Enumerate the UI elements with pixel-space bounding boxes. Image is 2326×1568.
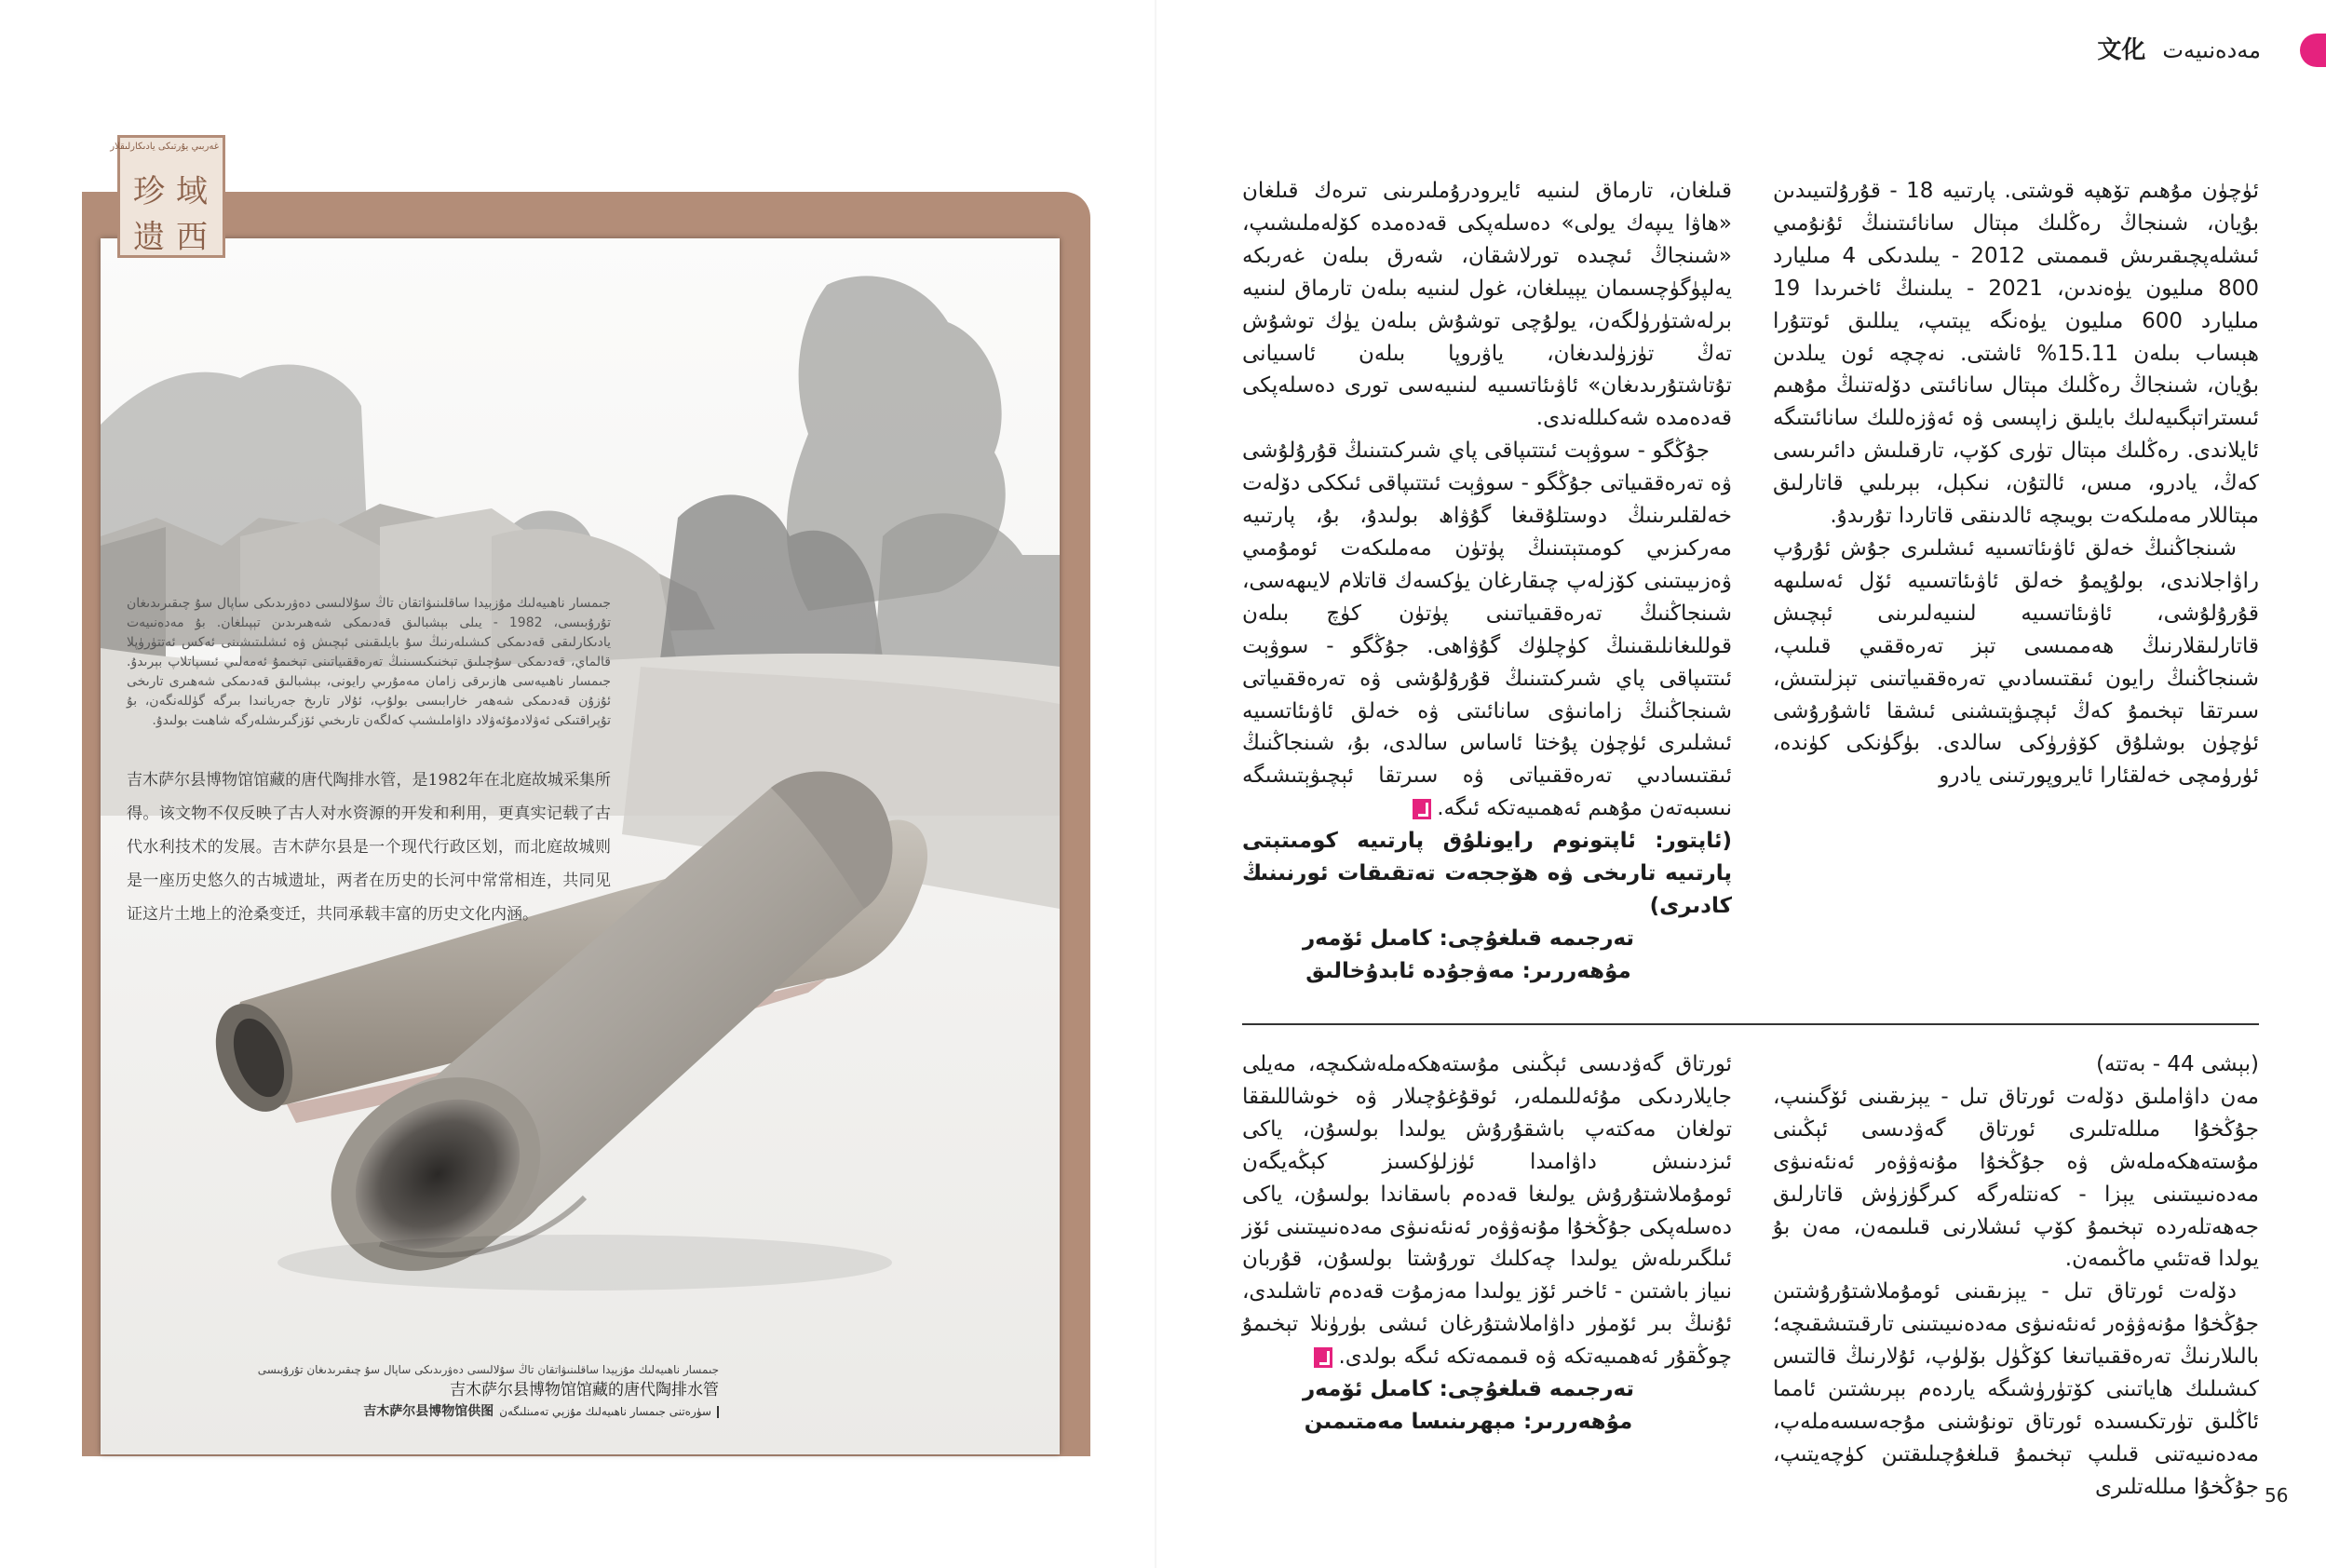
seal-logo: [110, 135, 225, 258]
paragraph: ئۈچۈن مۇھىم تۆھپە قوشتى. پارتىيە 18 - قۇرۇلتىيىدىن بۇيان، شىنجاڭ رەڭلىك مېتال سانائىتىنىڭ ئۇنۇمىي ئىشلەپچىقىرىش قىممىتى 2012 - يىلىدىكى 4 مىليارد 800 مىليون يۈەندىن، 2021 - يىلىنىڭ ئاخىرىدا 19 مىليارد 600 مىليون يۈەنگە يېتىپ، يىللىق ئوتتۇرا ھېساب بىلەن 15.11% ئاشتى. نەچچە ئون يىلدىن بۇيان، شىنجاڭ رەڭلىك مېتال سانائىتى دۆلەتنىڭ مۇھىم ئىستراتېگىيەلىك بايلىق زاپىسى ۋە ئەۋزەللىك سانائىتىگە ئايلاندى. رەڭلىك مېتال تۈرى كۆپ، تارقىلىش دائىرىسى كەڭ، يادرو، مىس، ئالتۇن، نىكېل، بېرىلىي قاتارلىق مېتاللار مەملىكەت بويىچە ئالدىنقى قاتاردا تۇرىدۇ.: [1773, 179, 2260, 529]
translator-line: تەرجىمە قىلغۇچى: كامىل ئۆمەر: [1302, 926, 1635, 951]
section-tab-marker: [2300, 34, 2326, 67]
photo-credit-cn: 吉木萨尔县博物馆供图: [363, 1404, 494, 1419]
paragraph: شىنجاڭنىڭ خەلق ئاۋىئاتسىيە ئىشلىرى جۇش ئۇرۇپ راۋاجلاندى، بولۇپمۇ خەلق ئاۋىئاتسىيە ئۆل ئەسلىھە قۇرۇلۇشى، ئاۋىئاتسىيە لىنىيەلىرىنى ئېچىش قاتارلىقلارنىڭ ھەممىسى تېز تەرەققىي قىلىپ، شىنجاڭنىڭ رايون ئىقتىسادىي تەرەققىياتىنى تېزلىتىش، سىرتقا تېخىمۇ كەڭ ئېچىۋېتىشنى ئىشقا ئاشۇرۇشى ئۈچۈن بوشلۇق كۆۋرۈكى سالدى. بۈگۈنكى كۈندە، ئۈرۈمچى خەلقئارا ئايروپورتىنى يادرو: [1773, 535, 2259, 789]
seal-char: 域: [176, 173, 208, 210]
section-label: [2097, 34, 2261, 67]
photo-caption-chinese: 吉木萨尔县博物馆馆藏的唐代陶排水管，是1982年在北庭故城采集所得。该文物不仅反映了古人对水资源的开发和利用，更真实记载了古代水利技术的发展。吉木萨尔县是一个现代行政区划，而北庭故城则是一座历史悠久的古城遗址，两者在历史的长河中常常相连，共同见证这片土地上的沧桑变迁，共同承载丰富的历史文化内涵。: [127, 771, 611, 924]
editor-line: مۇھەررىر: مېھرىنىسا مەمتىمىن: [1304, 1409, 1633, 1434]
editor-line: مۇھەررىر: مەۋجۇدە ئابدۇخالىق: [1305, 958, 1631, 983]
section-label-cn: 文化: [2097, 36, 2146, 64]
photo-caption-bottom: [257, 1361, 719, 1421]
seal-characters: [128, 166, 213, 256]
article2-column-right: [1773, 1048, 2259, 1504]
paragraph-text: جۇڭگو - سوۋېت ئىتتىپاقى پاي شىركىتىنىڭ قۇرۇلۇشى ۋە تەرەققىياتى جۇڭگو - سوۋېت ئىتتىپاقى ئىككى دۆلەت خەلقلىرىنىڭ دوستلۇقىغا گۇۋاھ بولىدۇ، بۇ، پارتىيە مەركىزىي كومىتېتىنىڭ پۈتۈن مەملىكەت ئومۇمىي ۋەزىيىتىنى كۆزلەپ چىقارغان يۈكسەك قاتلام لايىھەسى، شىنجاڭنىڭ تەرەققىياتىنى پۈتۈن كۈچ بىلەن قوللىغانلىقىنىڭ كۈچلۈك گۇۋاھى. جۇڭگو - سوۋېت ئىتتىپاقى پاي شىركىتىنىڭ قۇرۇلۇشى ۋە تەرەققىياتى شىنجاڭنىڭ زامانىۋى سانائىتى ۋە خەلق ئاۋىئاتسىيە ئىشلىرى ئۈچۈن پۇختا ئاساس سالدى، بۇ، شىنجاڭنىڭ ئىقتىسادىي تەرەققىياتى ۋە سىرتقا ئېچىۋېتىشىگە نىسبەتەن مۇھىم ئەھمىيەتكە ئىگە.: [1242, 439, 1732, 821]
page-number: 56: [2265, 1484, 2289, 1507]
article-column-left: [1242, 175, 1732, 988]
end-mark-icon: [1413, 799, 1431, 819]
paragraph: [1242, 1048, 1732, 1373]
photo-credit: [363, 1402, 719, 1421]
article-divider: [1242, 1023, 2259, 1025]
seal-char: 珍: [133, 173, 165, 210]
paragraph: [1242, 435, 1732, 825]
author-line: (ئاپتور: ئاپتونوم رايونلۇق پارتىيە كومىتېتى پارتىيە تارىخى ۋە ھۆججەت تەتقىقات ئورنىنىڭ كادىرى): [1242, 829, 1732, 918]
photo-credit-ug: سۈرەتنى جىمسار ناھىيەلىك مۇزېي تەمىنلىگەن: [499, 1405, 711, 1418]
bottom-caption-uyghur: جىمسار ناھىيەلىك مۇزېيدا ساقلىنىۋاتقان تاڭ سۇلالىسى دەۋرىدىكى ساپال سۇ چىقىرىدىغان تۇرۇبىسى: [257, 1363, 719, 1376]
paragraph: مەن داۋاملىق دۆلەت ئورتاق تىل - يېزىقىنى ئۆگىنىپ، جۇڭخۇا مىللەتلىرى ئورتاق گەۋدىسى ئېڭىنى مۇستەھكەملەش ۋە جۇڭخۇا مۇنەۋۋەر ئەنئەنىۋى مەدەنىيىتىنى يېزا - كەنتلەرگە كىرگۈزۈش قاتارلىق جەھەتلەردە تېخىمۇ كۆپ ئىشلارنى قىلىمەن، مەن بۇ يولدا قەتئىي ماڭىمەن.: [1773, 1084, 2259, 1272]
paragraph: قىلغان، تارماق لىنىيە ئايرودرۇملىرىنى تىرەك قىلغان «ھاۋا يىپەك يولى» دەسلەپكى قەدەمدە كۆلەملىشىپ، «شىنجاڭ ئىچىدە تورلاشقان، شەرق بىلەن غەربكە يەلپۈگۈچسىمان يېيىلغان، غول لىنىيە بىلەن تارماق لىنىيە برلەشتۈرۈلگەن، يولۇچى توشۇش بىلەن يۈك توشۇش تەڭ تۈزۈلىدىغان، ياۋروپا بىلەن ئاسىيانى تۇتاشتۇرىدىغان» ئاۋىئاتسىيە لىنىيەسى تورى دەسلەپكى قەدەمدە شەكىللەندى.: [1242, 179, 1732, 431]
photo-caption-uyghur: جىمسار ناھىيەلىك مۇزېيدا ساقلىنىۋاتقان تاڭ سۇلالىسى دەۋرىدىكى ساپال سۇ چىقىرىدىغان تۇرۇبىسى، 1982 - يىلى بېشبالىق قەدىمكى شەھىرىدىن تېپىلغان. بۇ مەدەنىيەت يادىكارلىقى قەدىمكى كىشىلەرنىڭ سۇ بايلىقىنى ئېچىش ۋە ئىشلىتىشىنى ئەكس ئەتتۈرۈپلا قالماي، قەدىمكى سۇچىلىق تېخنىكىسىنىڭ تەرەققىياتىنى تېخىمۇ ئەمەلىي ئىسپاتلاپ بېرىدۇ. جىمسار ناھىيەسى ھازىرقى زامان مەمۇرىي رايونى، بېشبالىق قەدىمكى شەھىرى تارىخى ئۇزۇن قەدىمكى شەھەر خارابىسى بولۇپ، ئۇلار تارىخ جەريانىدا بىرگە گۈللەنگەن، بۇ تۇپراقتىكى ئەۋلادمۇئەۋلاد داۋاملىشىپ كەلگەن تارىخىي ئۆزگىرىشلەرگە شاھىت بولىدۇ.: [127, 596, 611, 728]
article2-column-left: [1242, 1048, 1732, 1439]
paragraph: دۆلەت ئورتاق تىل - يېزىقىنى ئومۇملاشتۇرۇشتىن جۇڭخۇا مۇنەۋۋەر ئەنئەنىۋى مەدەنىيىتىنى تارقىتىشقىچە؛ بالىلارنىڭ تەرەققىياتىغا كۆڭۈل بۆلۈپ، ئۇلارنىڭ قالتىس كىشىلىك ھاياتىنى كۆتۈرۈشىگە ياردەم بېرىشتىن ئامما ئاڭلىق تۈرتكىسىدە ئورتاق تونۇشنى مۇجەسسەملەپ، مەدەنىيەتنى قىلىپ تېخىمۇ قىلغۇچىلىقتىن كۈچەيتىپ، جۇڭخۇا مىللەتلىرى: [1773, 1279, 2259, 1499]
translator-line: تەرجىمە قىلغۇچى: كامىل ئۆمەر: [1302, 1377, 1635, 1402]
end-mark-icon: [1314, 1347, 1332, 1368]
page-gutter: [1155, 0, 1156, 1568]
section-label-ug: مەدەنىيەت: [2162, 37, 2261, 63]
seal-top-text: غەربىي يۇرتىكى يادىكارلىقلار: [110, 142, 219, 152]
paragraph-text: ئورتاق گەۋدىسى ئېڭىنى مۇستەھكەملەشكىچە، مەيلى جايلاردىكى مۇئەللىملەر، ئوقۇغۇچىلار ۋە خوشاللىققا تولغان مەكتەپ باشقۇرۇش يولىدا بولسۇن، ياكى ئىزدىنىش داۋامىدا ئۈزلۈكسىز كېڭەيگەن ئومۇملاشتۇرۇش يولىغا قەدەم باسقاندا بولسۇن، ياكى دەسلەپكى جۇڭخۇا مۇنەۋۋەر ئەنئەنىۋى مەدەنىيىتىنى ئۆز ئىلگىرىلەش يولىدا چەكلىك تورۇشتا بولسۇن، قۇربان نىياز باشتىن - ئاخىر ئۆز يولىدا مەزمۇت قەدەم تاشلىدى، ئۇنىڭ بىر ئۆمۈر داۋاملاشتۇرغان ئىشى بۈرۈنلا تېخىمۇ چوڭقۇر ئەھمىيەتكە ۋە قىممەتكە ئىگە بولدى.: [1242, 1052, 1732, 1370]
continued-from-label: (بېشى 44 - بەتتە): [2096, 1052, 2259, 1076]
checkbox-square-icon: [717, 1406, 719, 1418]
seal-char: 遗: [133, 219, 165, 256]
article-column-right: [1773, 175, 2259, 792]
bottom-caption-chinese: 吉木萨尔县博物馆馆藏的唐代陶排水管: [450, 1381, 719, 1399]
seal-char: 西: [176, 219, 208, 256]
